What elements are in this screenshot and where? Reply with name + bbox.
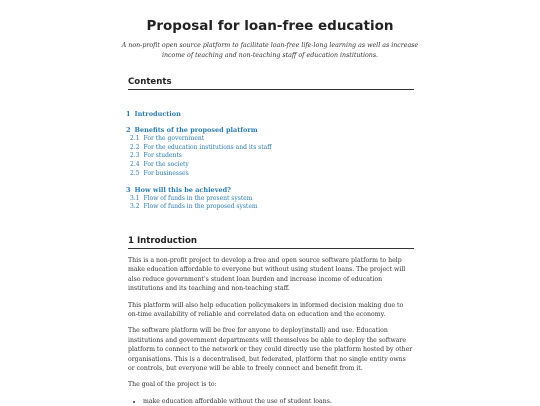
paragraph: This platform will also help education policymakers in informed decision making due to on-time availability of reliable and correlated data on education and the economy. [128, 301, 404, 319]
toc-link-for-businesses[interactable]: 2.5 For businesses [130, 169, 189, 177]
toc-link-funds-present[interactable]: 3.1 Flow of funds in the present system [130, 194, 253, 202]
toc-link-for-institutions[interactable]: 2.2 For the education institutions and its staff [130, 143, 272, 151]
introduction-body [128, 256, 414, 406]
toc-link-for-students[interactable]: 2.3 For students [130, 152, 182, 160]
toc-section-2 [126, 126, 416, 179]
document-subtitle: A non-profit open source platform to facilitate loan-free life-long learning as well as increase income of teaching and non-teaching staff of education institutions. [121, 42, 419, 59]
paragraph: This is a non-profit project to develop a free and open source software platform to help make education affordable to everyone but without using student loans. The project will also reduce government's student loan burden and increase income of education institutions and its teaching and non-teaching staff. [128, 257, 406, 293]
toc-link-for-the-government[interactable]: 2.1 For the government [130, 135, 205, 142]
toc-link-for-the-society[interactable]: 2.4 For the society [130, 161, 189, 169]
paragraph: The software platform will be free for anyone to deploy(install) and use. Education institutions and government departments will themselves be able to deploy the software platform to connect to the network or they could directly use the platform hosted by other organisations. This is a decentralised, but federated, platform that no single entity owns or controls, but everyone will be able to freely connect and benefit from it. [128, 327, 413, 373]
paragraph: The goal of the project is to: [128, 381, 217, 389]
table-of-contents [126, 110, 416, 219]
document-title: Proposal for loan-free education [146, 18, 394, 34]
toc-link-benefits[interactable]: 2 Benefits of the proposed platform [126, 126, 258, 134]
toc-link-introduction[interactable]: 1 Introduction [126, 110, 181, 118]
list-item: • make education affordable without the use of student loans. [143, 397, 414, 406]
toc-link-funds-proposed[interactable]: 3.2 Flow of funds in the proposed system [130, 203, 258, 211]
toc-section-1 [126, 110, 416, 119]
introduction-heading: 1 Introduction [128, 236, 414, 249]
contents-heading: Contents [128, 77, 414, 90]
toc-link-how-achieved[interactable]: 3 How will this be achieved? [126, 185, 231, 194]
toc-section-3 [126, 186, 416, 212]
